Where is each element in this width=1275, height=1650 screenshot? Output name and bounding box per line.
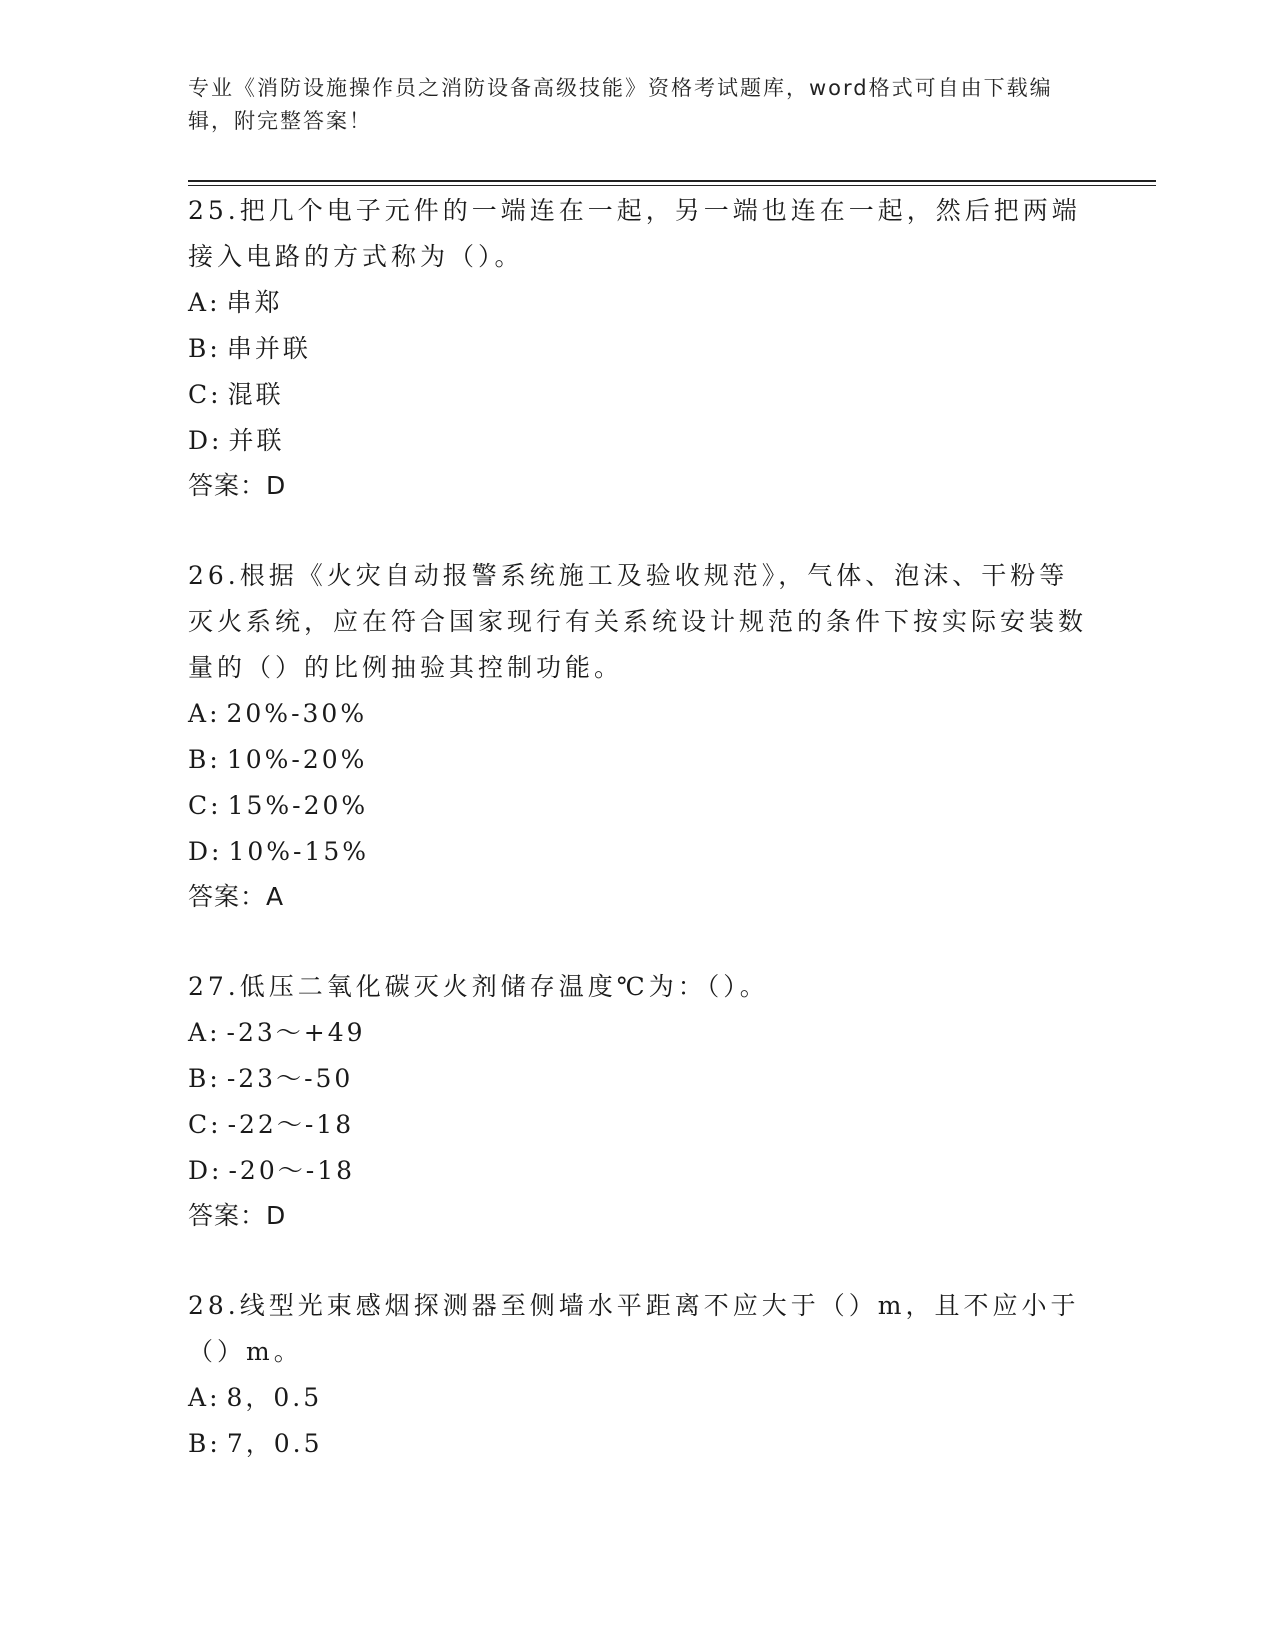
question-25	[188, 188, 1088, 508]
option-text: -23～-50	[226, 1064, 354, 1093]
option-key: C	[188, 380, 211, 409]
question-stem: 25.把几个电子元件的一端连在一起，另一端也连在一起，然后把两端接入电路的方式称为（）。	[188, 196, 1081, 271]
option-key: B	[188, 1064, 210, 1093]
option-key: D	[188, 837, 212, 866]
option-c	[188, 372, 1088, 418]
option-b	[188, 737, 1088, 783]
option-separator: :	[209, 334, 221, 363]
option-text: -23～+49	[226, 1018, 366, 1047]
option-key: A	[188, 1018, 210, 1047]
document-header: 专业《消防设施操作员之消防设备高级技能》资格考试题库，word格式可自由下载编辑，附完整答案！	[188, 76, 1053, 133]
option-separator: :	[209, 1018, 221, 1047]
option-text: 15%-20%	[227, 791, 369, 820]
option-text: 混联	[227, 380, 284, 409]
option-separator: :	[211, 1156, 223, 1185]
option-c	[188, 783, 1088, 829]
question-list	[188, 188, 1088, 1512]
option-separator: :	[210, 380, 222, 409]
option-key: D	[188, 426, 212, 455]
option-key: B	[188, 334, 210, 363]
question-28	[188, 1283, 1088, 1467]
option-text: -20～-18	[228, 1156, 356, 1185]
option-separator: :	[210, 791, 222, 820]
question-stem: 27.低压二氧化碳灭火剂储存温度℃为：（）。	[188, 972, 769, 1001]
option-key: A	[188, 699, 210, 728]
option-key: B	[188, 1429, 210, 1458]
option-separator: :	[209, 745, 221, 774]
option-text: 10%-20%	[226, 745, 368, 774]
question-26	[188, 553, 1088, 919]
answer-line: 答案：D	[188, 471, 287, 500]
question-stem: 26.根据《火灾自动报警系统施工及验收规范》，气体、泡沫、干粉等灭火系统，应在符合国家现行有关系统设计规范的条件下按实际安装数量的（）的比例抽验其控制功能。	[188, 561, 1088, 682]
option-a	[188, 1010, 1088, 1056]
option-text: 10%-15%	[228, 837, 370, 866]
option-key: B	[188, 745, 210, 774]
option-text: 并联	[228, 426, 285, 455]
option-separator: :	[209, 1429, 221, 1458]
option-b	[188, 1056, 1088, 1102]
header-divider-thin	[188, 185, 1156, 186]
option-b	[188, 326, 1088, 372]
option-b	[188, 1421, 1088, 1467]
option-text: 串郑	[226, 288, 283, 317]
option-separator: :	[209, 1383, 221, 1412]
option-d	[188, 1148, 1088, 1194]
question-27	[188, 964, 1088, 1238]
option-key: D	[188, 1156, 212, 1185]
option-a	[188, 280, 1088, 326]
option-text: 串并联	[226, 334, 311, 363]
option-a	[188, 691, 1088, 737]
option-d	[188, 829, 1088, 875]
option-separator: :	[209, 288, 221, 317]
option-text: 8，0.5	[226, 1383, 323, 1412]
option-text: 7，0.5	[226, 1429, 323, 1458]
option-separator: :	[211, 837, 223, 866]
answer-line: 答案：D	[188, 1201, 287, 1230]
option-text: -22～-18	[227, 1110, 355, 1139]
option-c	[188, 1102, 1088, 1148]
option-separator: :	[210, 1110, 222, 1139]
option-a	[188, 1375, 1088, 1421]
option-separator: :	[211, 426, 223, 455]
question-stem: 28.线型光束感烟探测器至侧墙水平距离不应大于（）m，且不应小于（）m。	[188, 1291, 1080, 1366]
option-key: A	[188, 288, 210, 317]
option-key: C	[188, 791, 211, 820]
option-separator: :	[209, 699, 221, 728]
header-divider-thick	[188, 180, 1156, 182]
option-separator: :	[209, 1064, 221, 1093]
option-key: C	[188, 1110, 211, 1139]
option-d	[188, 418, 1088, 464]
answer-line: 答案：A	[188, 882, 285, 911]
option-key: A	[188, 1383, 210, 1412]
option-text: 20%-30%	[226, 699, 368, 728]
